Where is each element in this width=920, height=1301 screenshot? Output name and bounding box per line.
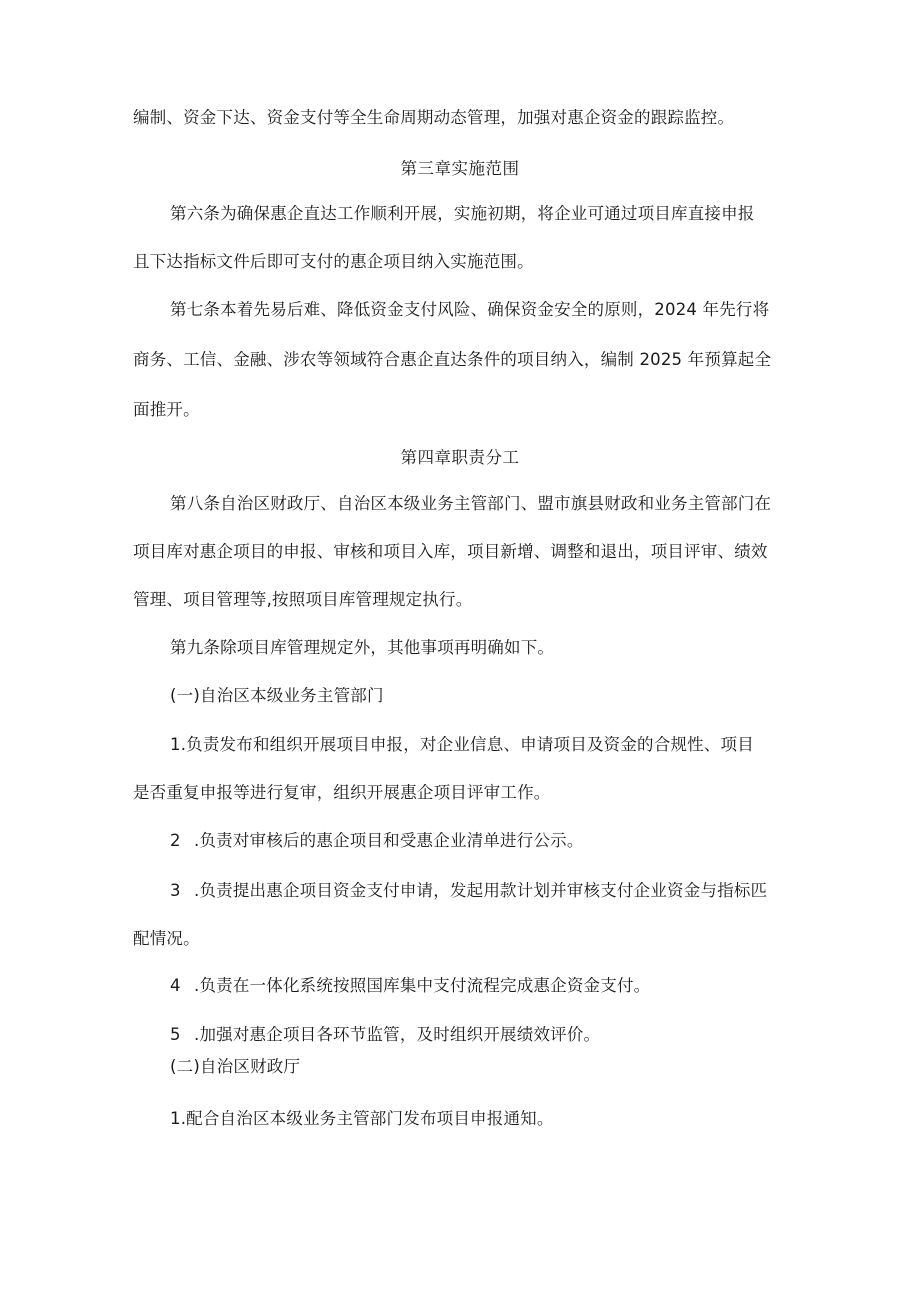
item-number: 3	[170, 881, 181, 900]
article-6-line-2: 且下达指标文件后即可支付的惠企项目纳入实施范围。	[133, 252, 534, 271]
article-8-line-2: 项目库对惠企项目的申报、审核和项目入库，项目新增、调整和退出，项目评审、绩效	[133, 542, 768, 561]
article-7-line-2: 商务、工信、金融、涉农等领域符合惠企直达条件的项目纳入，编制 2025 年预算起全	[133, 350, 772, 369]
article-9-line: 第九条除项目库管理规定外，其他事项再明确如下。	[170, 638, 555, 657]
item-number: 2	[170, 831, 181, 850]
article-7-line-3: 面推开。	[133, 400, 200, 419]
item-4	[170, 975, 650, 997]
item-3-line-1	[170, 880, 767, 902]
article-6-line-1: 第六条为确保惠企直达工作顺利开展，实施初期，将企业可通过项目库直接申报	[170, 204, 755, 223]
item-number: 5	[170, 1025, 181, 1044]
item-5	[170, 1024, 600, 1046]
item-2	[170, 830, 584, 852]
item-number: 4	[170, 976, 181, 995]
item-text: .负责在一体化系统按照国库集中支付流程完成惠企资金支付。	[194, 976, 651, 995]
paragraph-line: 编制、资金下达、资金支付等全生命周期动态管理，加强对惠企资金的跟踪监控。	[133, 108, 735, 127]
chapter-heading-4: 第四章职责分工	[400, 448, 520, 467]
section-2-item-1: 1.配合自治区本级业务主管部门发布项目申报通知。	[170, 1109, 554, 1128]
section-heading-2: (二)自治区财政厅	[170, 1057, 301, 1076]
item-text: .负责对审核后的惠企项目和受惠企业清单进行公示。	[194, 831, 584, 850]
item-1-line-2: 是否重复申报等进行复审，组织开展惠企项目评审工作。	[133, 783, 551, 802]
chapter-heading-3: 第三章实施范围	[400, 159, 520, 178]
section-heading-1: (一)自治区本级业务主管部门	[170, 686, 384, 705]
item-1-line-1: 1.负责发布和组织开展项目申报，对企业信息、申请项目及资金的合规性、项目	[170, 735, 754, 754]
item-text: .负责提出惠企项目资金支付申请，发起用款计划并审核支付企业资金与指标匹	[194, 881, 768, 900]
article-8-line-1: 第八条自治区财政厅、自治区本级业务主管部门、盟市旗县财政和业务主管部门在	[170, 494, 772, 513]
item-text: .加强对惠企项目各环节监管，及时组织开展绩效评价。	[194, 1025, 601, 1044]
item-3-line-2: 配情况。	[133, 929, 200, 948]
article-8-line-3: 管理、项目管理等,按照项目库管理规定执行。	[133, 590, 473, 609]
article-7-line-1: 第七条本着先易后难、降低资金支付风险、确保资金安全的原则，2024 年先行将	[170, 300, 770, 319]
